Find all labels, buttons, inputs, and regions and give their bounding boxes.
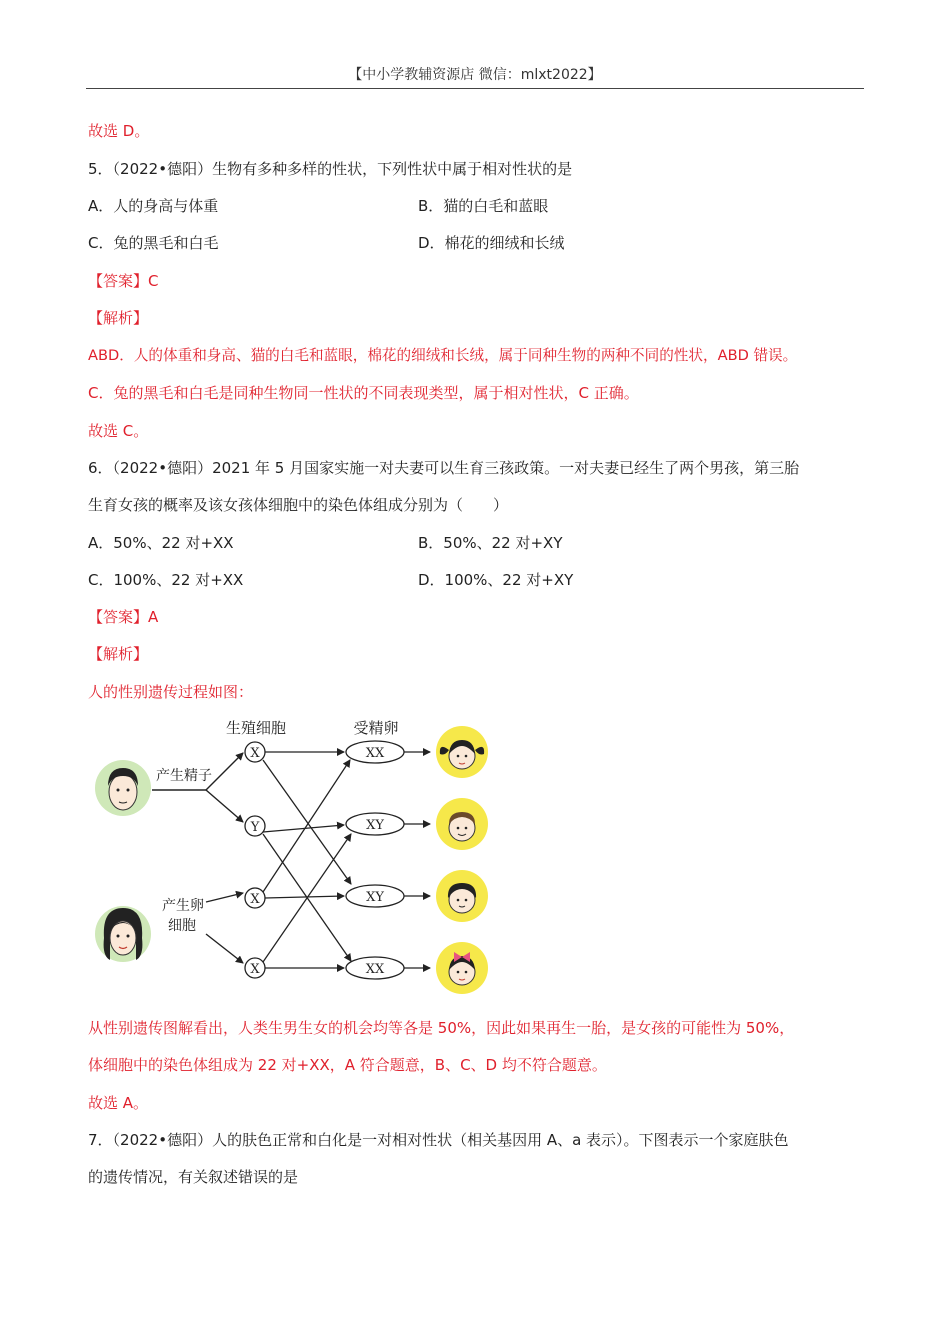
girl-face-icon xyxy=(436,942,488,994)
q6-answer: 【答案】A xyxy=(88,608,159,626)
zygote-header: 受精卵 xyxy=(353,719,399,737)
mother-face-icon xyxy=(95,906,151,962)
father-label: 产生精子 xyxy=(156,768,212,784)
boy-face-icon xyxy=(436,798,488,850)
germ-cell-label: X xyxy=(250,746,260,761)
q5-analysis-label: 【解析】 xyxy=(88,309,149,327)
germ-cell xyxy=(245,816,265,836)
q6-analysis-intro: 人的性别遗传过程如图： xyxy=(88,683,254,701)
mother-label: 细胞 xyxy=(168,918,196,934)
q5-answer: 【答案】C xyxy=(88,272,159,290)
zygote-label: XX xyxy=(365,962,385,977)
q5-option-c: C．兔的黑毛和白毛 xyxy=(88,234,219,252)
girl-face-icon xyxy=(436,726,488,778)
q5-option-d: D．棉花的细绒和长绒 xyxy=(418,234,565,252)
zygote xyxy=(346,741,404,763)
germ-cell-header: 生殖细胞 xyxy=(225,719,287,737)
germ-cell xyxy=(245,958,265,978)
q6-option-b: B．50%、22 对+XY xyxy=(418,534,563,552)
q5-stem: 5．（2022•德阳）生物有多种多样的性状，下列性状中属于相对性状的是 xyxy=(88,160,573,178)
q6-analysis-label: 【解析】 xyxy=(88,645,149,663)
q6-stem-line2: 生育女孩的概率及该女孩体细胞中的染色体组成分别为（ ） xyxy=(88,496,509,514)
sex-inheritance-diagram xyxy=(88,716,498,1004)
q6-analysis-line: 体细胞中的染色体组成为 22 对+XX，A 符合题意，B、C、D 均不符合题意。 xyxy=(88,1056,607,1074)
zygote xyxy=(346,957,404,979)
germ-cell xyxy=(245,888,265,908)
germ-cell xyxy=(245,742,265,762)
germ-cell-label: X xyxy=(250,962,260,977)
q6-stem-line1: 6．（2022•德阳）2021 年 5 月国家实施一对夫妻可以生育三孩政策。一对夫妻已经生了两个男孩，第三胎 xyxy=(88,459,800,477)
zygote-label: XY xyxy=(366,890,384,905)
q5-conclusion: 故选 C。 xyxy=(88,422,149,440)
q7-stem-line1: 7．（2022•德阳）人的肤色正常和白化是一对相对性状（相关基因用 A、a 表示）。下图表示一个家庭肤色 xyxy=(88,1131,789,1149)
q5-option-b: B．猫的白毛和蓝眼 xyxy=(418,197,549,215)
q6-option-d: D．100%、22 对+XY xyxy=(418,571,574,589)
q6-option-a: A．50%、22 对+XX xyxy=(88,534,234,552)
germ-cell-label: Y xyxy=(250,820,260,835)
germ-cell-label: X xyxy=(250,892,260,907)
header-rule xyxy=(86,88,864,89)
q5-analysis-line: C．兔的黑毛和白毛是同种生物同一性状的不同表现类型，属于相对性状，C 正确。 xyxy=(88,384,639,402)
father-face-icon xyxy=(95,760,151,816)
boy-face-icon xyxy=(436,870,488,922)
q5-option-a: A．人的身高与体重 xyxy=(88,197,219,215)
q6-option-c: C．100%、22 对+XX xyxy=(88,571,244,589)
zygote xyxy=(346,813,404,835)
q4-conclusion: 故选 D。 xyxy=(88,122,150,140)
zygote-label: XX xyxy=(365,746,385,761)
q6-conclusion: 故选 A。 xyxy=(88,1094,149,1112)
page-header: 【中小学教辅资源店 微信：mlxt2022】 xyxy=(348,67,602,83)
zygote xyxy=(346,885,404,907)
q5-analysis-line: ABD．人的体重和身高、猫的白毛和蓝眼，棉花的细绒和长绒，属于同种生物的两种不同的性状，ABD 错误。 xyxy=(88,347,798,364)
q6-analysis-line: 从性别遗传图解看出，人类生男生女的机会均等各是 50%，因此如果再生一胎，是女孩的可能性为 50%， xyxy=(88,1019,795,1037)
q7-stem-line2: 的遗传情况，有关叙述错误的是 xyxy=(88,1168,299,1186)
zygote-label: XY xyxy=(366,818,384,833)
mother-label: 产生卵 xyxy=(162,898,204,914)
